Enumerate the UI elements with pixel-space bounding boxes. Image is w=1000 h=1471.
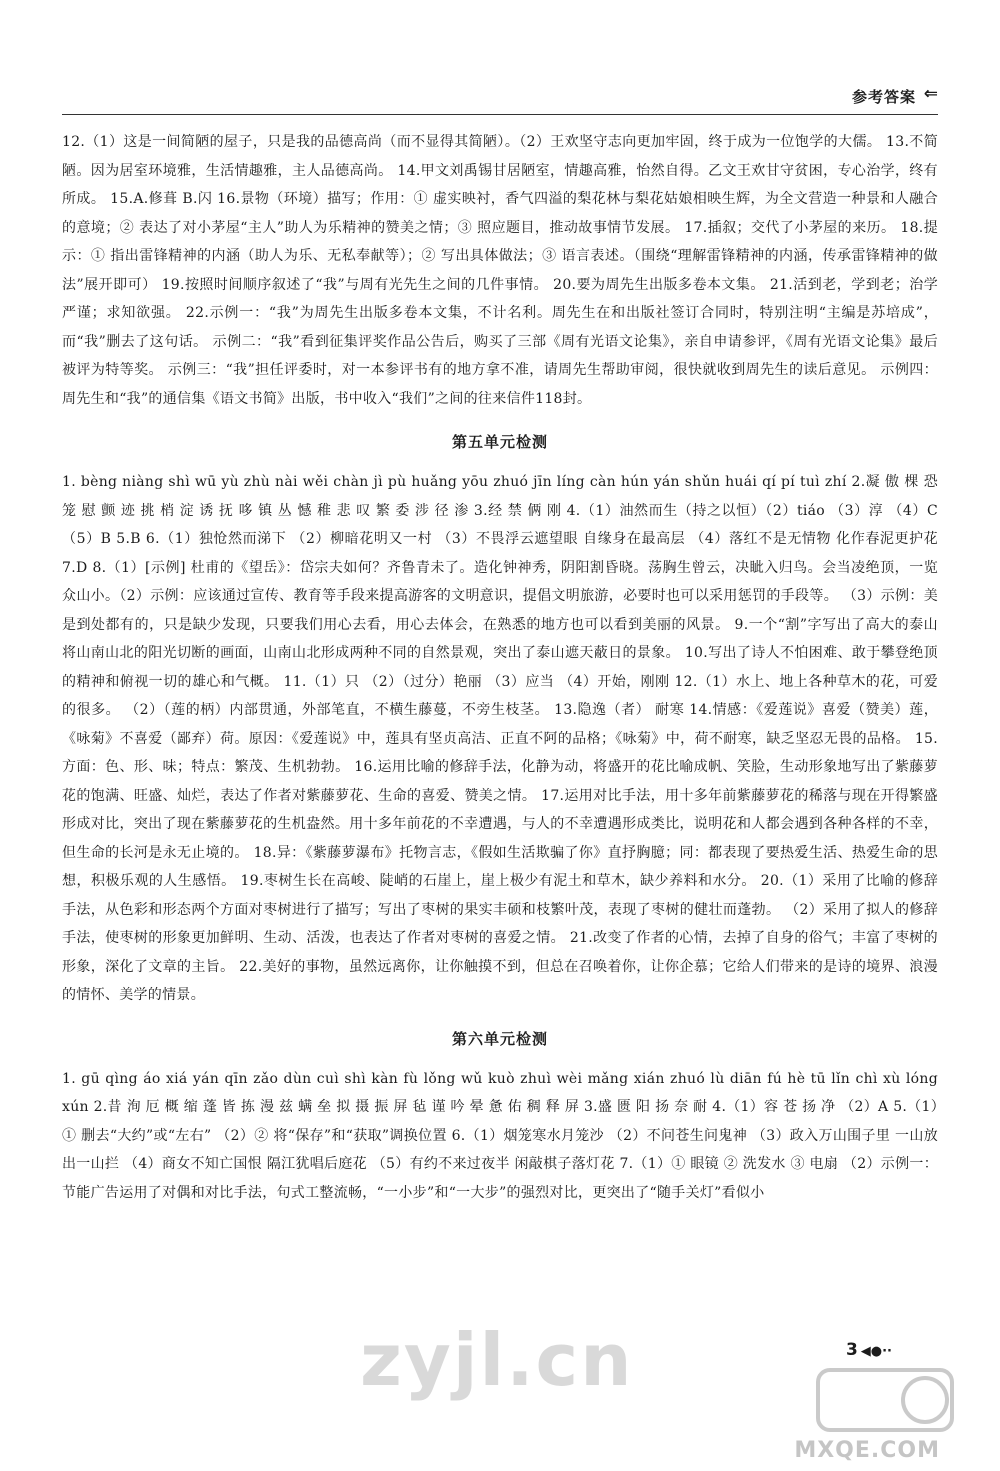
answers-paragraph-unit5: 1. bèng niàng shì wū yù zhù nài wěi chàn jì pù huǎng yōu zhuó jīn líng càn hún yán shǔn huái qí pí tuì zhí 2.凝 傲 棵 恐 笼 慰 颤 迹 挑 梢 淀 诱 抚 哆 镇 丛 憾 稚 悲 叹 繁 委 涉 径 渗 3.经 禁 俩 刚 4.（1）油然而生（持之以恒）（2）tiáo （3）淳 （4）C （5）B 5.B 6.（1）独怆然而涕下 （2）柳暗花明又一村 （3）不畏浮云遮望眼 自缘身在最高层 （4）落红不是无情物 化作春泥更护花 7.D 8.（1）[示例] 杜甫的《望岳》：岱宗夫如何？齐鲁青未了。造化钟神秀，阴阳割昏晓。荡胸生曾云，决眦入归鸟。会当凌绝顶，一览众山小。（2）示例：应该通过宣传、教育等手段来提高游客的文明意识，提倡文明旅游，必要时也可以采用惩罚的手段等。 （3）示例：美是到处都有的，只是缺少发现，只要我们用心去看，用心去体会，在熟悉的地方也可以看到美丽的风景。 9.一个“割”字写出了高大的泰山将山南山北的阳光切断的画面，山南山北形成两种不同的自然景观，突出了泰山遮天蔽日的景象。 10.写出了诗人不怕困难、敢于攀登绝顶的精神和俯视一切的雄心和气概。 11.（1）只 （2）（过分）艳丽 （3）应当 （4）开始，刚刚 12.（1）水上、地上各种草木的花，可爱的很多。 （2）（莲的柄）内部贯通，外部笔直，不横生藤蔓，不旁生枝茎。 13.隐逸（者） 耐寒 14.情感：《爱莲说》喜爱（赞美）莲，《咏菊》不喜爱（鄙弃）荷。原因：《爱莲说》中，莲具有坚贞高洁、正直不阿的品格；《咏菊》中，荷不耐寒，缺乏坚忍无畏的品格。 15.方面：色、形、味；特点：繁茂、生机勃勃。 16.运用比喻的修辞手法，化静为动，将盛开的花比喻成帆、笑脸，生动形象地写出了紫藤萝花的饱满、旺盛、灿烂，表达了作者对紫藤萝花、生命的喜爱、赞美之情。 17.运用对比手法，用十多年前紫藤萝花的稀落与现在开得繁盛形成对比，突出了现在紫藤萝花的生机盎然。用十多年前花的不幸遭遇，与人的不幸遭遇形成类比，说明花和人都会遇到各种各样的不幸，但生命的长河是永无止境的。 18.异：《紫藤萝瀑布》托物言志，《假如生活欺骗了你》直抒胸臆；同：都表现了要热爱生活、热爱生命的思想，积极乐观的人生感悟。 19.枣树生长在高峻、陡峭的石崖上，崖上极少有泥土和草木，缺少养料和水分。 20.（1）采用了比喻的修辞手法，从色彩和形态两个方面对枣树进行了描写；写出了枣树的果实丰硕和枝繁叶茂，表现了枣树的健壮而蓬勃。 （2）采用了拟人的修辞手法，使枣树的形象更加鲜明、生动、活泼，也表达了作者对枣树的喜爱之情。 21.改变了作者的心情，去掉了自身的俗气；丰富了枣树的形象，深化了文章的主旨。 22.美好的事物，虽然远离你，让你触摸不到，但总在召唤着你，让你企慕；它给人们带来的是诗的境界、浪漫的情怀、美学的情景。 <box>62 474 938 1003</box>
section-title-unit6: 第六单元检测 <box>451 1029 548 1048</box>
page-marker-icon: ◀●·· <box>860 1344 892 1359</box>
header-title: 参考答案 <box>851 88 916 106</box>
answers-paragraph-unit6: 1. gū qìng áo xiá yán qīn zǎo dùn cuì shì kàn fù lǒng wǔ kuò zhuì wèi mǎng xián zhuó lù diān fú hè tū lǐn chì xù lóng xún 2.昔 洵 厄 概 缩 蓬 皆 拣 漫 兹 螨 垒 拟 摄 振 屏 毡 谨 吟 晕 惫 佑 稠 释 屏 3.盛 匮 阳 扬 奈 耐 4.（1）容 苍 扬 净 （2）A 5.（1）① 删去“大约”或“左右” （2）② 将“保存”和“获取”调换位置 6.（1）烟笼寒水月笼沙 （2）不问苍生问鬼神 （3）政入万山围子里 一山放出一山拦 （4）商女不知亡国恨 隔江犹唱后庭花 （5）有约不来过夜半 闲敲棋子落灯花 7.（1）① 眼镜 ② 洗发水 ③ 电扇 （2）示例一：节能广告运用了对偶和对比手法，句式工整流畅，“一小步”和“一大步”的强烈对比，更突出了“随手关灯”看似小 <box>62 1070 938 1201</box>
section-title-unit5: 第五单元检测 <box>451 433 548 451</box>
watermark-logo-text: MXQE.COM <box>794 1438 940 1463</box>
watermark-text: zyjl.cn <box>360 1318 634 1402</box>
arrow-left-icon: ⇐ <box>923 84 938 104</box>
page-header <box>62 84 938 115</box>
answers-paragraph-unit4: 12.（1）这是一间简陋的屋子，只是我的品德高尚（而不显得其简陋）。（2）王欢坚守志向更加牢固，终于成为一位饱学的大儒。 13.不简陋。因为居室环境雅，生活情趣雅，主人品德高尚。 14.甲文刘禹锡甘居陋室，情趣高雅，怡然自得。乙文王欢甘守贫困，专心治学，终有所成。 15.A.修葺 B.闪 16.景物（环境）描写；作用：① 虚实映衬，香气四溢的梨花林与梨花姑娘相映生辉，为全文营造一种景和人融合的意境；② 表达了对小茅屋“主人”助人为乐精神的赞美之情；③ 照应题目，推动故事情节发展。 17.插叙；交代了小茅屋的来历。 18.提示：① 指出雷锋精神的内涵（助人为乐、无私奉献等）；② 写出具体做法；③ 语言表述。（围绕“理解雷锋精神的内涵，传承雷锋精神的做法”展开即可） 19.按照时间顺序叙述了“我”与周有光先生之间的几件事情。 20.要为周先生出版多卷本文集。 21.活到老，学到老；治学严谨；求知欲强。 22.示例一：“我”为周先生出版多卷本文集，不计名利。周先生在和出版社签订合同时，特别注明“主编是苏培成”，而“我”删去了这句话。 示例二：“我”看到征集评奖作品公告后，购买了三部《周有光语文论集》，亲自申请参评，《周有光语文论集》最后被评为特等奖。 示例三：“我”担任评委时，对一本参评书有的地方拿不准，请周先生帮助审阅，很快就收到周先生的读后意见。 示例四：周先生和“我”的通信集《语文书简》出版，书中收入“我们”之间的往来信件118封。 <box>62 134 938 407</box>
page-content <box>62 128 938 1207</box>
page-number <box>846 1340 892 1360</box>
page-number-value: 3 <box>845 1340 858 1360</box>
